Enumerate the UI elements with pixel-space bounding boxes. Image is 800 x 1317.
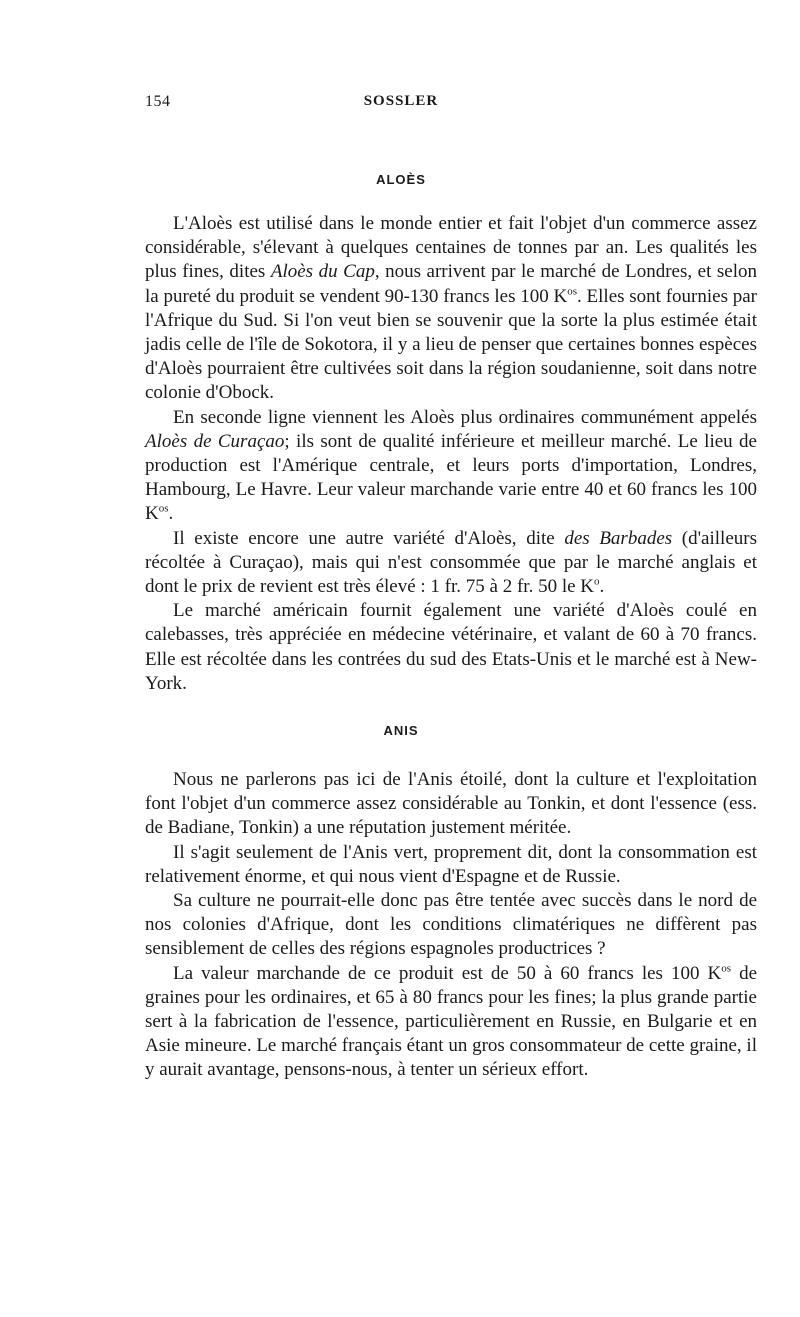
- paragraph: Il existe encore une autre variété d'Aloès, dite des Barbades (d'ailleurs récoltée à Curaçao), mais qui n'est consommée que par le marché anglais et dont le prix de revient est très élevé : 1 fr. 75 à 2 fr. 50 le $K^o$.: [145, 527, 757, 598]
- paragraph: Le marché américain fournit également une variété d'Aloès coulé en calebasses, très appréciée en médecine vétérinaire, et valant de 60 à 70 francs. Elle est récoltée dans les contrées du sud des Etats-Unis et le marché est à New-York.: [145, 600, 757, 694]
- paragraph: Nous ne parlerons pas ici de l'Anis étoilé, dont la culture et l'exploitation font l'objet d'un commerce assez considérable au Tonkin, et dont l'essence (ess. de Badiane, Tonkin) a une réputation justement méritée.: [145, 769, 757, 839]
- page-number: 154: [145, 93, 171, 110]
- running-head: SOSSLER: [363, 93, 439, 109]
- page-header: [145, 93, 657, 117]
- paragraph: L'Aloès est utilisé dans le monde entier et fait l'objet d'un commerce assez considérable, s'élevant à quelques centaines de tonnes par an. Les qualités les plus fines, dites Aloès du Cap, nous arrivent par le marché de Londres, et selon la pureté du produit se vendent 90-130 francs les 100 $K^{os}$. Elles sont fournies par l'Afrique du Sud. Si l'on veut bien se souvenir que la sorte la plus estimée était jadis celle de l'île de Sokotora, il y a lieu de penser que certaines bonnes espèces d'Aloès pourraient être cultivées soit dans la région soudanienne, soit dans notre colonie d'Obock.: [145, 213, 758, 404]
- paragraph: Sa culture ne pourrait-elle donc pas être tentée avec succès dans le nord de nos colonies d'Afrique, dont les conditions climatériques ne diffèrent pas sensiblement de celles des régions espagnoles productrices ?: [145, 890, 757, 960]
- section-anis: [145, 768, 757, 1083]
- section-title-anis: ANIS: [383, 723, 419, 738]
- paragraph: En seconde ligne viennent les Aloès plus ordinaires communément appelés Aloès de Curaçao; ils sont de qualité inférieure et meilleur marché. Le lieu de production est l'Amérique centrale, et leurs ports d'importation, Londres, Hambourg, Le Havre. Leur valeur marchande varie entre 40 et 60 francs les 100 $K^{os}$.: [145, 406, 757, 525]
- section-aloes: [145, 212, 757, 696]
- paragraph: La valeur marchande de ce produit est de 50 à 60 francs les 100 $K^{os}$ de graines pour les ordinaires, et 65 à 80 francs pour les fines; la plus grande partie sert à la fabrication de l'essence, particulièrement en Russie, en Bulgarie et en Asie mineure. Le marché français étant un gros consommateur de cette graine, il y aurait avantage, pensons-nous, à tenter un sérieux effort.: [145, 962, 757, 1081]
- paragraph: Il s'agit seulement de l'Anis vert, proprement dit, dont la consommation est relativement énorme, et qui nous vient d'Espagne et de Russie.: [145, 841, 757, 887]
- section-title-aloes: ALOÈS: [376, 172, 426, 187]
